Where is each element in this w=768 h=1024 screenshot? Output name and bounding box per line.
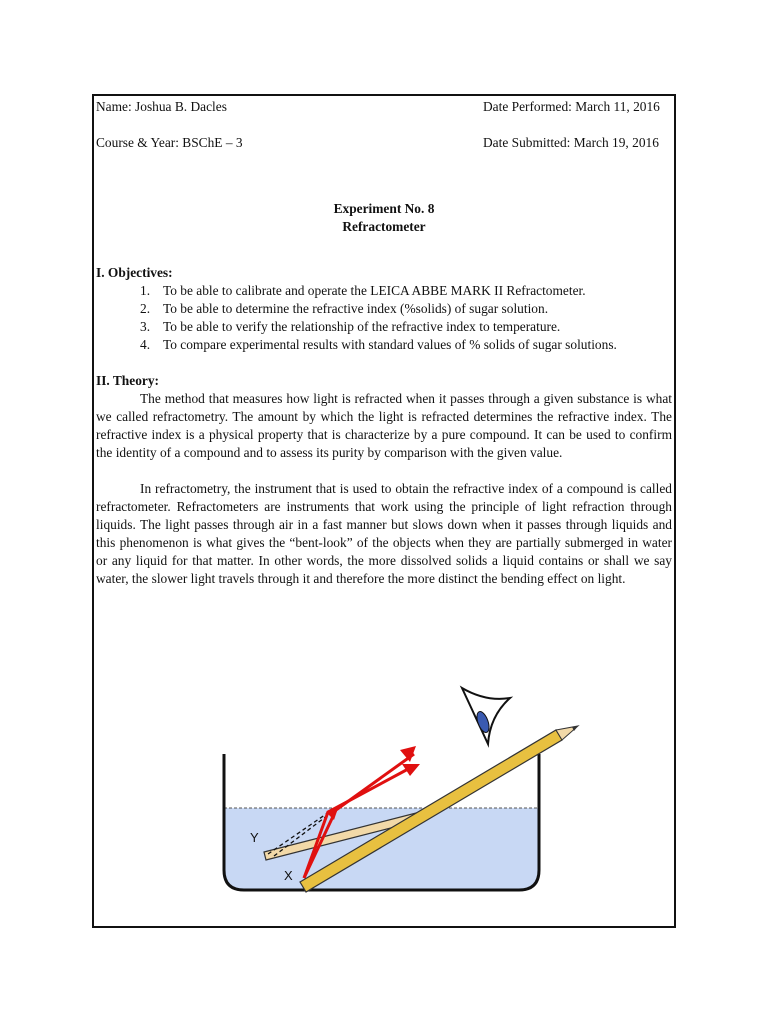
- header-row-1: [96, 98, 672, 134]
- objectives-list: [96, 282, 672, 354]
- experiment-title: Refractometer: [342, 219, 426, 234]
- theory-paragraph: The method that measures how light is refracted when it passes through a given substance is what we called refractometry. The amount by which the light is refracted determines the refractive index. The refractive index is a physical property that is characterize by a pure compound. It can be used to confirm the identity of a compound and to assess its purity by comparison with the given value.: [96, 391, 672, 460]
- water-fill: [224, 808, 539, 890]
- label-y: Y: [250, 830, 259, 845]
- date-performed: Date Performed: March 11, 2016: [483, 99, 660, 114]
- refraction-diagram: [210, 680, 590, 900]
- title-block: [96, 200, 672, 236]
- list-item: [96, 336, 672, 354]
- list-item: [96, 300, 672, 318]
- list-number: 1.: [140, 283, 151, 298]
- list-item: [96, 318, 672, 336]
- list-text: To be able to verify the relationship of the refractive index to temperature.: [163, 319, 561, 334]
- list-item: [96, 282, 672, 300]
- list-number: 3.: [140, 319, 151, 334]
- list-number: 4.: [140, 337, 151, 352]
- label-x: X: [284, 868, 293, 883]
- experiment-number: Experiment No. 8: [333, 201, 435, 216]
- eye-icon: [462, 688, 510, 744]
- header-row-2: [96, 134, 672, 170]
- date-submitted: Date Submitted: March 19, 2016: [483, 135, 659, 150]
- objectives-heading: I. Objectives:: [96, 265, 173, 280]
- theory-paragraph: In refractometry, the instrument that is used to obtain the refractive index of a compound is called refractometer. Refractometers are instruments that work using the principle of light refraction through liquids. The light passes through air in a fast manner but slows down when it passes through liquids and this phenomenon is what gives the “bent-look” of the objects when they are partially submerged in water or any liquid for that matter. In other words, the more dissolved solids a liquid contains or shall we say water, the slower light travels through it and therefore the more distinct the bending effect on light.: [96, 481, 672, 586]
- list-number: 2.: [140, 301, 151, 316]
- list-text: To be able to determine the refractive index (%solids) of sugar solution.: [163, 301, 549, 316]
- theory-heading: II. Theory:: [96, 373, 159, 388]
- list-text: To be able to calibrate and operate the LEICA ABBE MARK II Refractometer.: [163, 283, 586, 298]
- course-year: Course & Year: BSChE – 3: [96, 135, 243, 150]
- list-text: To compare experimental results with standard values of % solids of sugar solutions.: [163, 337, 617, 352]
- student-name: Name: Joshua B. Dacles: [96, 99, 227, 114]
- document-body: [96, 98, 672, 588]
